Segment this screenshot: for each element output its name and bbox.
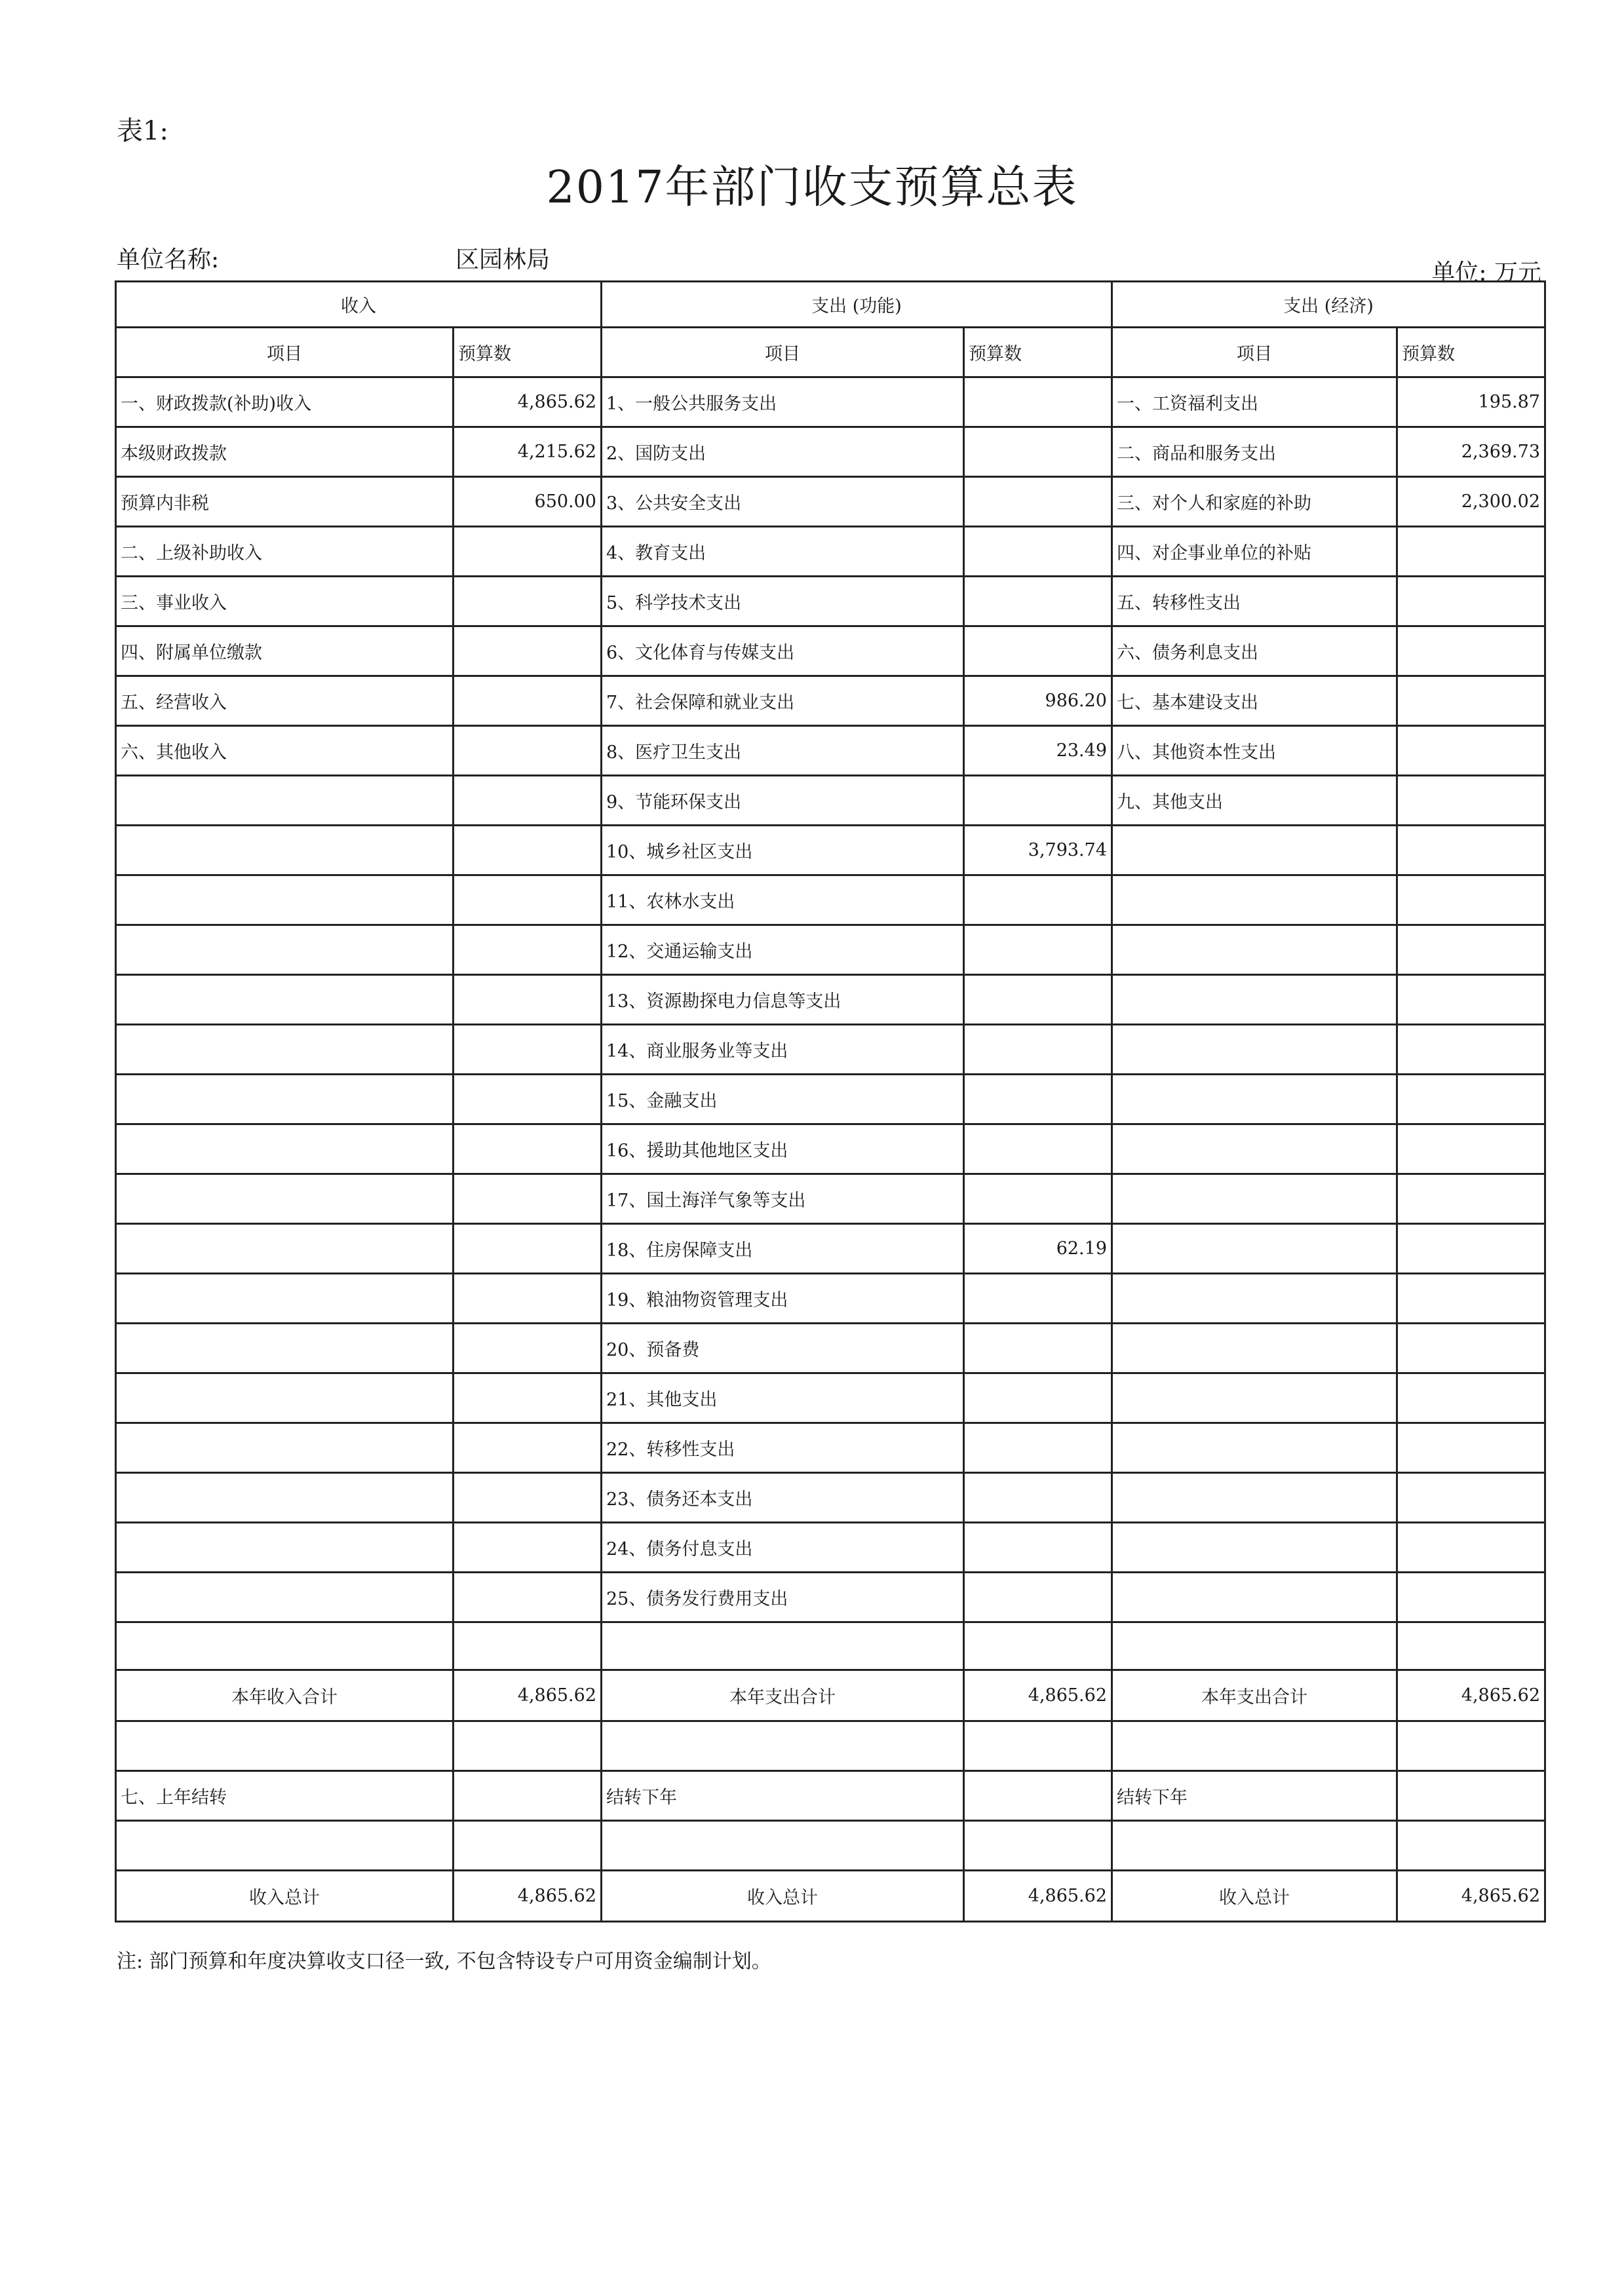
income-item-cell — [116, 1423, 454, 1473]
income-amount-cell — [454, 1124, 602, 1174]
income-item-header: 项目 — [116, 328, 454, 377]
economic-item-cell — [1112, 1573, 1397, 1622]
economic-item-cell: 七、基本建设支出 — [1112, 676, 1397, 726]
grand-economic-total-value: 4,865.62 — [1397, 1871, 1545, 1922]
economic-amount-cell: 2,300.02 — [1397, 477, 1545, 527]
economic-item-cell — [1112, 1224, 1397, 1274]
economic-amount-cell — [1397, 776, 1545, 826]
table-row — [116, 975, 1545, 1025]
economic-item-cell — [1112, 1373, 1397, 1423]
economic-amount-cell — [1397, 1174, 1545, 1224]
income-amount-cell — [454, 826, 602, 875]
function-item-cell: 3、公共安全支出 — [602, 477, 964, 527]
income-section-header: 收入 — [116, 282, 602, 328]
table-row — [116, 776, 1545, 826]
income-amount-header: 预算数 — [454, 328, 602, 377]
function-item-cell: 24、债务付息支出 — [602, 1523, 964, 1573]
income-item-cell: 六、其他收入 — [116, 726, 454, 776]
function-amount-cell — [964, 427, 1112, 477]
function-amount-cell — [964, 377, 1112, 427]
function-amount-cell — [964, 527, 1112, 577]
income-item-cell — [116, 1025, 454, 1075]
income-amount-cell — [454, 726, 602, 776]
blank-cell — [602, 1821, 964, 1871]
function-amount-cell: 23.49 — [964, 726, 1112, 776]
economic-amount-cell — [1397, 1423, 1545, 1473]
economic-item-cell — [1112, 826, 1397, 875]
year-economic-total-label: 本年支出合计 — [1112, 1670, 1397, 1721]
table-row — [116, 925, 1545, 975]
function-amount-cell — [964, 1025, 1112, 1075]
function-amount-cell — [964, 1423, 1112, 1473]
economic-amount-cell — [1397, 925, 1545, 975]
function-amount-cell — [964, 1174, 1112, 1224]
income-amount-cell — [454, 1373, 602, 1423]
section-header-row — [116, 282, 1545, 328]
budget-table-body — [116, 282, 1545, 1922]
blank-cell — [1112, 1821, 1397, 1871]
table-row — [116, 626, 1545, 676]
function-amount-cell — [964, 1324, 1112, 1373]
table-row — [116, 1473, 1545, 1523]
income-amount-cell — [454, 1174, 602, 1224]
income-item-cell: 三、事业收入 — [116, 577, 454, 626]
income-amount-cell — [454, 676, 602, 726]
table-row — [116, 1124, 1545, 1174]
income-amount-cell: 4,865.62 — [454, 377, 602, 427]
function-item-cell: 25、债务发行费用支出 — [602, 1573, 964, 1622]
function-amount-cell — [964, 1473, 1112, 1523]
table-row — [116, 377, 1545, 427]
income-item-cell: 五、经营收入 — [116, 676, 454, 726]
function-amount-cell — [964, 925, 1112, 975]
function-amount-cell — [964, 1274, 1112, 1324]
table-row — [116, 1622, 1545, 1670]
economic-amount-cell: 2,369.73 — [1397, 427, 1545, 477]
income-amount-cell — [454, 1622, 602, 1670]
blank-cell — [964, 1721, 1112, 1771]
income-item-cell — [116, 1473, 454, 1523]
function-carry-next-label: 结转下年 — [602, 1771, 964, 1821]
blank-cell — [602, 1721, 964, 1771]
economic-amount-cell: 195.87 — [1397, 377, 1545, 427]
function-amount-cell — [964, 1075, 1112, 1124]
function-item-cell: 21、其他支出 — [602, 1373, 964, 1423]
economic-amount-cell — [1397, 1373, 1545, 1423]
function-item-cell: 18、住房保障支出 — [602, 1224, 964, 1274]
income-amount-cell — [454, 1423, 602, 1473]
income-amount-cell — [454, 975, 602, 1025]
income-item-cell — [116, 925, 454, 975]
economic-item-cell — [1112, 1025, 1397, 1075]
income-item-cell — [116, 1373, 454, 1423]
income-amount-cell — [454, 875, 602, 925]
function-item-cell — [602, 1622, 964, 1670]
function-item-cell: 1、一般公共服务支出 — [602, 377, 964, 427]
income-item-cell — [116, 1523, 454, 1573]
economic-amount-cell — [1397, 1025, 1545, 1075]
income-item-cell: 二、上级补助收入 — [116, 527, 454, 577]
function-item-cell: 16、援助其他地区支出 — [602, 1124, 964, 1174]
blank-cell — [1397, 1821, 1545, 1871]
blank-cell — [1397, 1721, 1545, 1771]
income-amount-cell — [454, 1324, 602, 1373]
function-item-cell: 13、资源勘探电力信息等支出 — [602, 975, 964, 1025]
income-item-cell: 一、财政拨款(补助)收入 — [116, 377, 454, 427]
economic-item-cell — [1112, 1324, 1397, 1373]
budget-summary-table — [115, 280, 1546, 1923]
income-item-cell — [116, 1274, 454, 1324]
blank-cell — [1112, 1721, 1397, 1771]
economic-amount-cell — [1397, 1523, 1545, 1573]
economic-item-cell: 九、其他支出 — [1112, 776, 1397, 826]
year-economic-total-value: 4,865.62 — [1397, 1670, 1545, 1721]
economic-item-cell: 二、商品和服务支出 — [1112, 427, 1397, 477]
economic-item-cell — [1112, 1473, 1397, 1523]
economic-item-cell: 三、对个人和家庭的补助 — [1112, 477, 1397, 527]
table-label: 表1: — [117, 116, 168, 146]
function-amount-cell — [964, 1124, 1112, 1174]
economic-amount-cell — [1397, 1324, 1545, 1373]
income-amount-cell — [454, 1224, 602, 1274]
economic-carry-next-label: 结转下年 — [1112, 1771, 1397, 1821]
function-amount-cell — [964, 975, 1112, 1025]
page-title: 2017年部门收支预算总表 — [546, 162, 1078, 214]
year-function-total-value: 4,865.62 — [964, 1670, 1112, 1721]
year-income-total-value: 4,865.62 — [454, 1670, 602, 1721]
economic-item-cell — [1112, 1423, 1397, 1473]
function-item-cell: 12、交通运输支出 — [602, 925, 964, 975]
function-amount-cell: 3,793.74 — [964, 826, 1112, 875]
economic-amount-cell — [1397, 1124, 1545, 1174]
grand-economic-total-label: 收入总计 — [1112, 1871, 1397, 1922]
income-item-cell — [116, 1324, 454, 1373]
table-row — [116, 1373, 1545, 1423]
table-row — [116, 726, 1545, 776]
function-item-cell: 6、文化体育与传媒支出 — [602, 626, 964, 676]
economic-item-cell — [1112, 975, 1397, 1025]
economic-amount-cell — [1397, 1274, 1545, 1324]
economic-amount-cell — [1397, 1075, 1545, 1124]
income-item-cell — [116, 776, 454, 826]
function-item-cell: 5、科学技术支出 — [602, 577, 964, 626]
function-item-cell: 10、城乡社区支出 — [602, 826, 964, 875]
blank-cell — [454, 1721, 602, 1771]
income-amount-cell — [454, 1075, 602, 1124]
function-item-cell: 20、预备费 — [602, 1324, 964, 1373]
table-row — [116, 1224, 1545, 1274]
income-amount-cell — [454, 1523, 602, 1573]
economic-amount-cell — [1397, 1224, 1545, 1274]
grand-total-row — [116, 1871, 1545, 1922]
function-item-cell: 14、商业服务业等支出 — [602, 1025, 964, 1075]
year-total-row — [116, 1670, 1545, 1721]
income-amount-cell: 650.00 — [454, 477, 602, 527]
economic-amount-cell — [1397, 826, 1545, 875]
table-row — [116, 527, 1545, 577]
income-item-cell — [116, 1622, 454, 1670]
prior-year-carryover-value — [454, 1771, 602, 1821]
income-amount-cell: 4,215.62 — [454, 427, 602, 477]
economic-amount-cell — [1397, 626, 1545, 676]
function-amount-cell — [964, 626, 1112, 676]
function-amount-cell — [964, 875, 1112, 925]
column-header-row — [116, 328, 1545, 377]
function-item-cell: 19、粮油物资管理支出 — [602, 1274, 964, 1324]
economic-item-cell — [1112, 875, 1397, 925]
economic-amount-cell — [1397, 1473, 1545, 1523]
income-item-cell — [116, 975, 454, 1025]
economic-item-header: 项目 — [1112, 328, 1397, 377]
function-item-cell: 17、国土海洋气象等支出 — [602, 1174, 964, 1224]
function-amount-cell — [964, 477, 1112, 527]
economic-item-cell — [1112, 1274, 1397, 1324]
table-row — [116, 427, 1545, 477]
income-amount-cell — [454, 626, 602, 676]
function-item-cell: 8、医疗卫生支出 — [602, 726, 964, 776]
income-amount-cell — [454, 1274, 602, 1324]
grand-income-total-label: 收入总计 — [116, 1871, 454, 1922]
income-item-cell — [116, 875, 454, 925]
blank-cell — [116, 1721, 454, 1771]
economic-item-cell: 六、债务利息支出 — [1112, 626, 1397, 676]
function-item-header: 项目 — [602, 328, 964, 377]
function-item-cell: 9、节能环保支出 — [602, 776, 964, 826]
function-amount-cell — [964, 577, 1112, 626]
table-row — [116, 1025, 1545, 1075]
economic-item-cell: 八、其他资本性支出 — [1112, 726, 1397, 776]
function-amount-cell — [964, 1523, 1112, 1573]
income-amount-cell — [454, 1473, 602, 1523]
function-item-cell: 7、社会保障和就业支出 — [602, 676, 964, 726]
economic-amount-header: 预算数 — [1397, 328, 1545, 377]
year-income-total-label: 本年收入合计 — [116, 1670, 454, 1721]
table-row — [116, 1174, 1545, 1224]
economic-amount-cell — [1397, 527, 1545, 577]
income-amount-cell — [454, 1573, 602, 1622]
economic-item-cell: 四、对企事业单位的补贴 — [1112, 527, 1397, 577]
function-carry-next-value — [964, 1771, 1112, 1821]
function-amount-header: 预算数 — [964, 328, 1112, 377]
table-row — [116, 1573, 1545, 1622]
economic-amount-cell — [1397, 1622, 1545, 1670]
table-row — [116, 826, 1545, 875]
table-row — [116, 1324, 1545, 1373]
function-amount-cell: 986.20 — [964, 676, 1112, 726]
table-row — [116, 875, 1545, 925]
function-section-header: 支出 (功能) — [602, 282, 1112, 328]
income-amount-cell — [454, 1025, 602, 1075]
income-item-cell: 四、附属单位缴款 — [116, 626, 454, 676]
economic-amount-cell — [1397, 726, 1545, 776]
income-item-cell — [116, 1174, 454, 1224]
income-item-cell — [116, 1573, 454, 1622]
unit-name-label: 单位名称: — [117, 246, 220, 273]
function-item-cell: 22、转移性支出 — [602, 1423, 964, 1473]
income-amount-cell — [454, 776, 602, 826]
blank-cell — [964, 1821, 1112, 1871]
economic-item-cell — [1112, 1622, 1397, 1670]
blank-row — [116, 1721, 1545, 1771]
economic-item-cell: 一、工资福利支出 — [1112, 377, 1397, 427]
economic-amount-cell — [1397, 875, 1545, 925]
economic-item-cell — [1112, 1523, 1397, 1573]
grand-function-total-value: 4,865.62 — [964, 1871, 1112, 1922]
economic-item-cell — [1112, 1174, 1397, 1224]
income-amount-cell — [454, 527, 602, 577]
function-amount-cell — [964, 776, 1112, 826]
function-amount-cell — [964, 1573, 1112, 1622]
table-row — [116, 1075, 1545, 1124]
blank-row — [116, 1821, 1545, 1871]
blank-cell — [454, 1821, 602, 1871]
economic-amount-cell — [1397, 577, 1545, 626]
function-amount-cell — [964, 1622, 1112, 1670]
table-row — [116, 676, 1545, 726]
income-item-cell: 预算内非税 — [116, 477, 454, 527]
table-row — [116, 1423, 1545, 1473]
grand-function-total-label: 收入总计 — [602, 1871, 964, 1922]
function-item-cell: 11、农林水支出 — [602, 875, 964, 925]
function-item-cell: 23、债务还本支出 — [602, 1473, 964, 1523]
currency-unit: 单位: 万元 — [1431, 259, 1541, 286]
prior-year-carryover-label: 七、上年结转 — [116, 1771, 454, 1821]
income-item-cell — [116, 826, 454, 875]
income-amount-cell — [454, 925, 602, 975]
table-row — [116, 1274, 1545, 1324]
economic-amount-cell — [1397, 676, 1545, 726]
table-row — [116, 577, 1545, 626]
income-item-cell — [116, 1224, 454, 1274]
function-item-cell: 15、金融支出 — [602, 1075, 964, 1124]
economic-item-cell — [1112, 1124, 1397, 1174]
blank-cell — [116, 1821, 454, 1871]
unit-name-value: 区园林局 — [455, 246, 551, 273]
economic-amount-cell — [1397, 975, 1545, 1025]
carryover-row — [116, 1771, 1545, 1821]
function-amount-cell: 62.19 — [964, 1224, 1112, 1274]
income-amount-cell — [454, 577, 602, 626]
footnote: 注: 部门预算和年度决算收支口径一致, 不包含特设专户可用资金编制计划。 — [117, 1950, 771, 1973]
grand-income-total-value: 4,865.62 — [454, 1871, 602, 1922]
function-amount-cell — [964, 1373, 1112, 1423]
economic-item-cell: 五、转移性支出 — [1112, 577, 1397, 626]
function-item-cell: 2、国防支出 — [602, 427, 964, 477]
economic-carry-next-value — [1397, 1771, 1545, 1821]
income-item-cell: 本级财政拨款 — [116, 427, 454, 477]
year-function-total-label: 本年支出合计 — [602, 1670, 964, 1721]
economic-item-cell — [1112, 925, 1397, 975]
economic-amount-cell — [1397, 1573, 1545, 1622]
table-row — [116, 477, 1545, 527]
table-row — [116, 1523, 1545, 1573]
function-item-cell: 4、教育支出 — [602, 527, 964, 577]
economic-section-header: 支出 (经济) — [1112, 282, 1545, 328]
economic-item-cell — [1112, 1075, 1397, 1124]
income-item-cell — [116, 1124, 454, 1174]
income-item-cell — [116, 1075, 454, 1124]
